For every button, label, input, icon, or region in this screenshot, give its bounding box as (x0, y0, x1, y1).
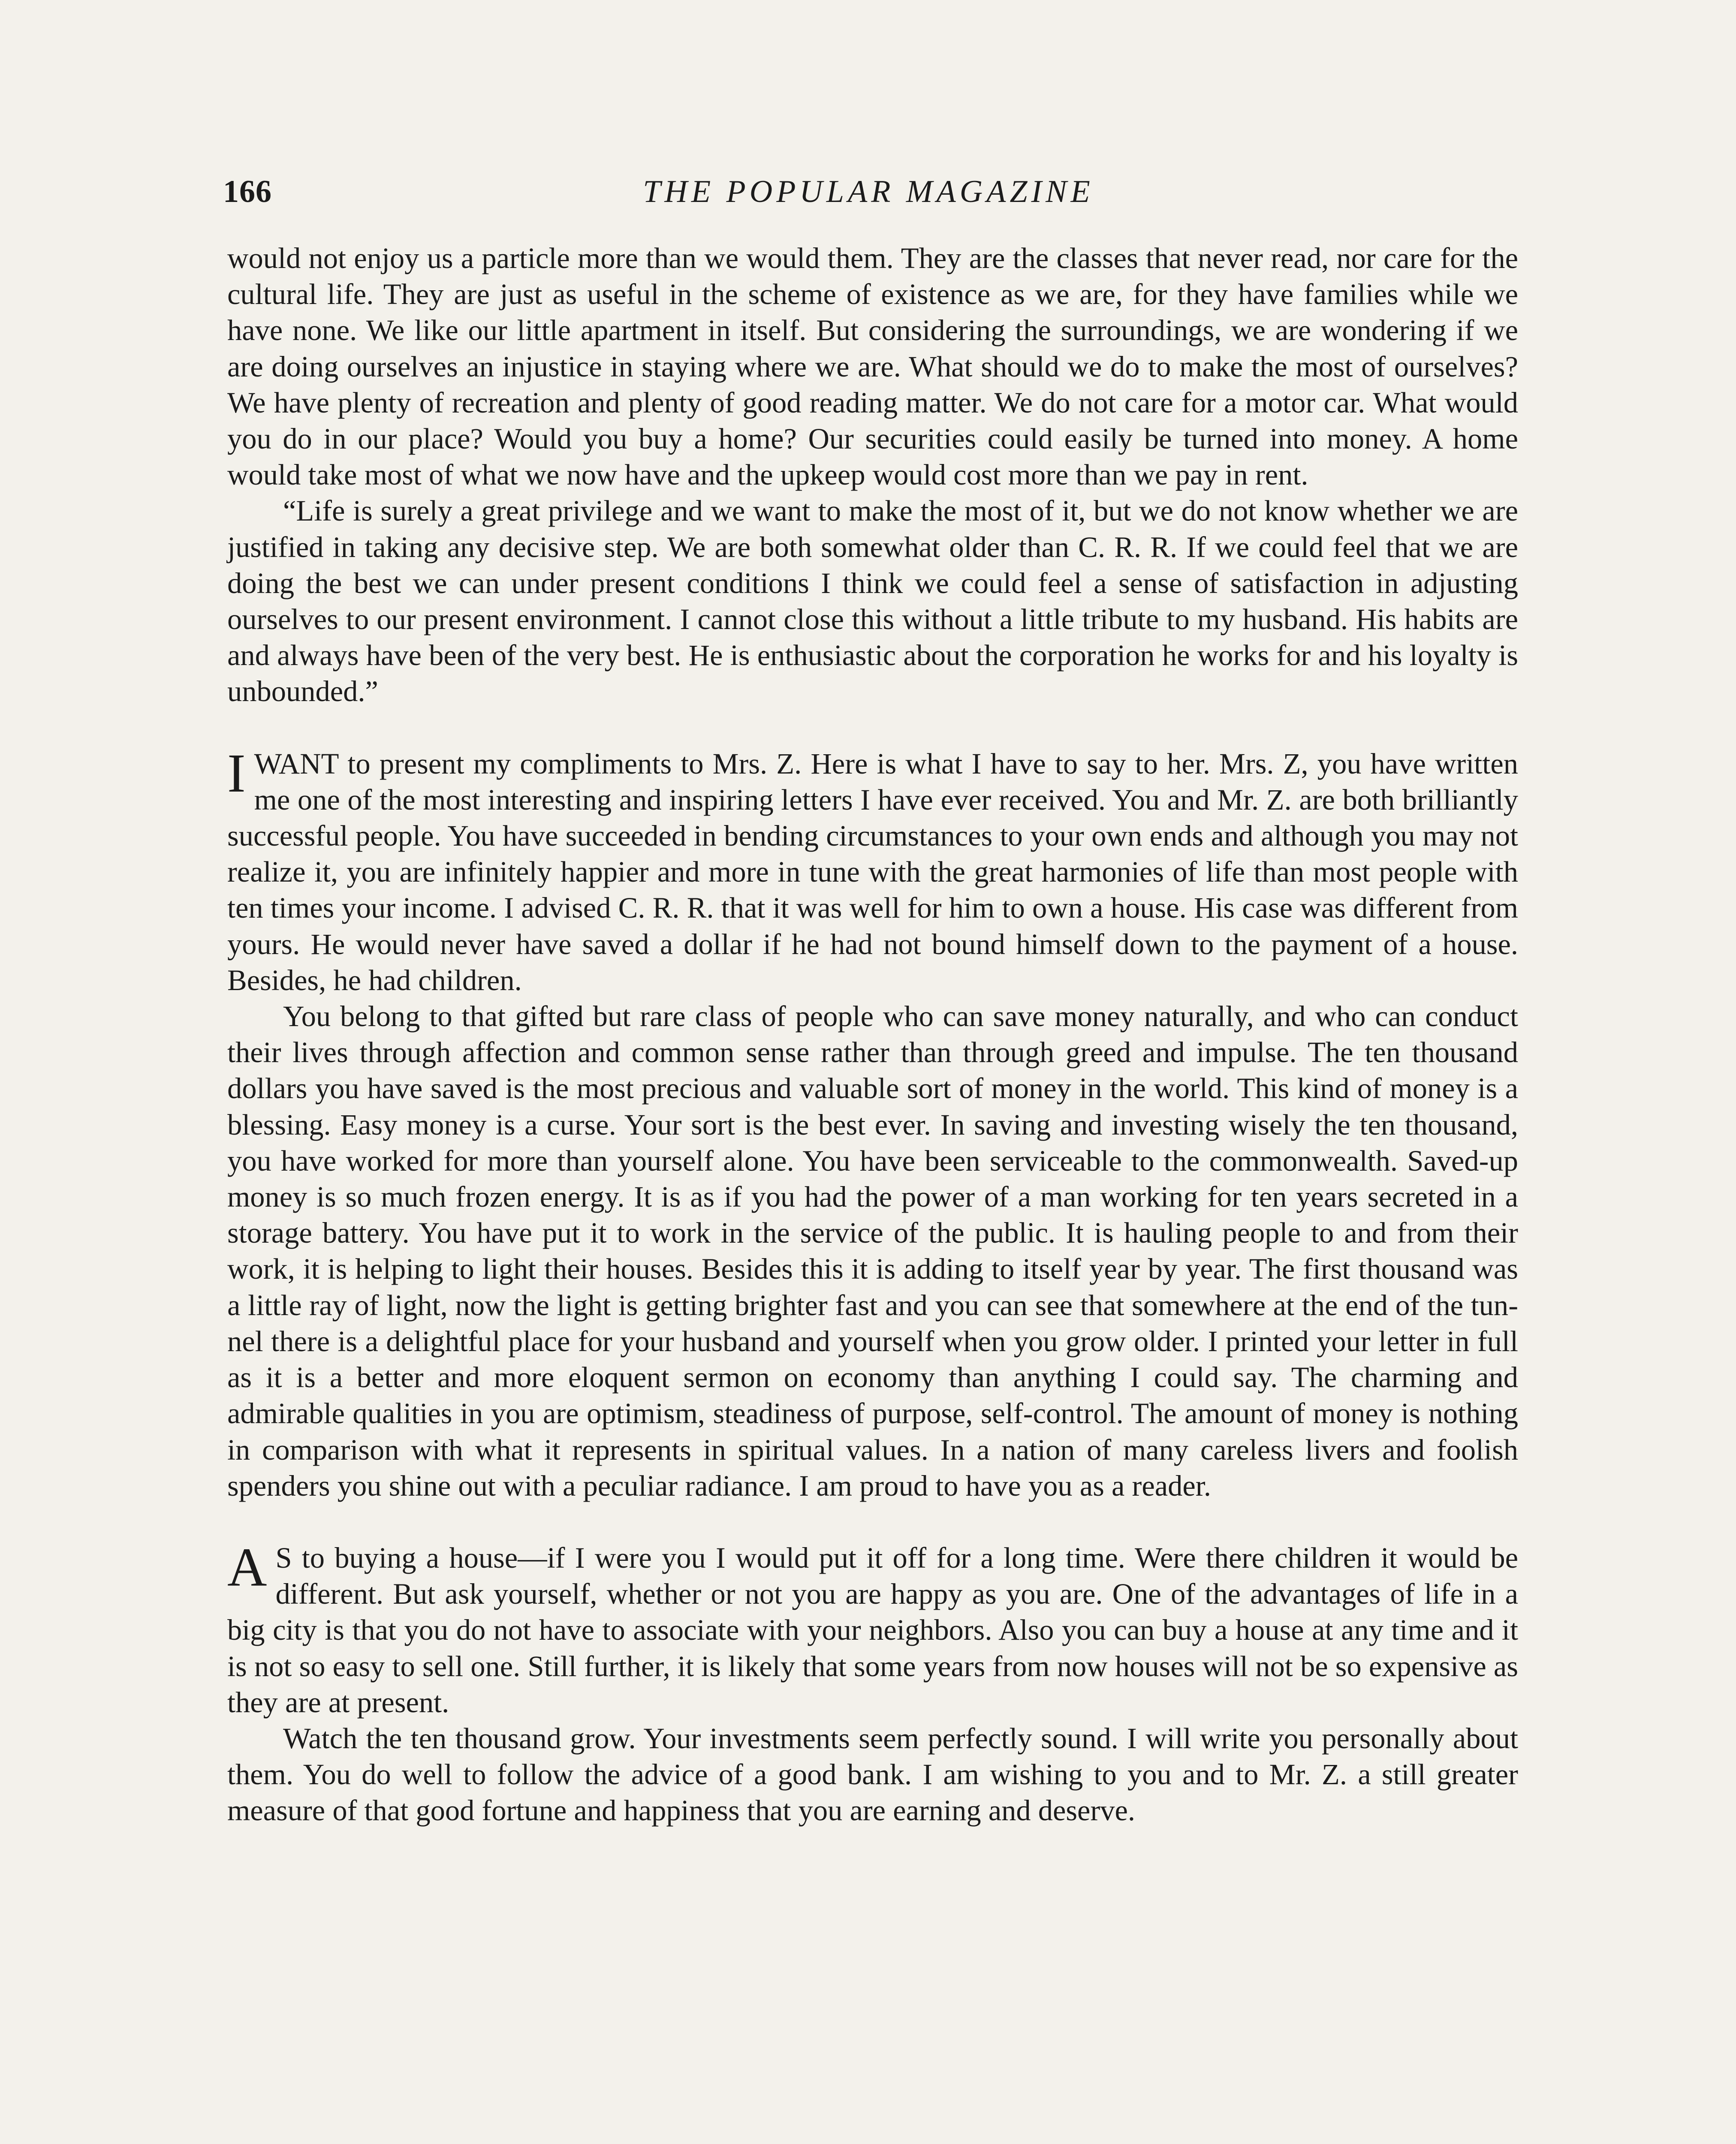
page-header (223, 168, 1514, 215)
paragraph: You belong to that gifted but rare class of people who can save money naturally, and who can conduct their lives through affection and common sense rather than through greed and impulse. The ten thousand dollars you have saved is the most precious and valuable sort of money in the world. This kind of money is a blessing. Easy money is a curse. Your sort is the best ever. In saving and investing wisely the ten thousand, you have worked for more than yourself alone. You have been serviceable to the commonwealth. Saved-up money is so much frozen energy. It is as if you had the power of a man working for ten years secreted in a storage battery. You have put it to work in the service of the public. It is hauling people to and from their work, it is helping to light their houses. Besides this it is adding to itself year by year. The first thousand was a little ray of light, now the light is getting brighter fast and you can see that somewhere at the end of the tunnel there is a delightful place for your husband and yourself when you grow older. I printed your letter in full as it is a better and more eloquent sermon on economy than anything I could say. The charming and admirable qualities in you are optimism, steadiness of purpose, self-control. The amount of money is nothing in comparison with what it represents in spiritual values. In a nation of many careless livers and foolish spenders you shine out with a peculiar radiance. I am proud to have you as a reader. (227, 1000, 1518, 1502)
paragraph-text: WANT to present my compliments to Mrs. Z. Here is what I have to say to her. Mrs. Z, you have written me one of the most interesting and inspiring letters I have ever received. You and Mr. Z. are both brilliantly successful people. You have succeeded in bending circumstances to your own ends and although you may not realize it, you are infinitely happier and more in tune with the great harmonies of life than most people with ten times your income. I advised C. R. R. that it was well for him to own a house. His case was different from yours. He would never have saved a dollar if he had not bound himself down to the payment of a house. Besides, he had children. (227, 747, 1518, 997)
paragraph: would not enjoy us a particle more than we would them. They are the classes that never read, nor care for the cultural life. They are just as useful in the scheme of existence as we are, for they have families while we have none. We like our little apartment in itself. But considering the surroundings, we are wondering if we are doing ourselves an injustice in staying where we are. What should we do to make the most of ourselves? We have plenty of recreation and plenty of good reading matter. We do not care for a motor car. What would you do in our place? Would you buy a home? Our securities could easily be turned into money. A home would take most of what we now have and the upkeep would cost more than we pay in rent. (227, 242, 1518, 491)
drop-cap: I (227, 742, 246, 804)
paragraph (227, 742, 1518, 998)
article-body (227, 240, 1518, 1829)
drop-cap: A (227, 1536, 267, 1598)
paragraph: Watch the ten thousand grow. Your investments seem perfectly sound. I will write you personally about them. You do well to follow the advice of a good bank. I am wishing to you and to Mr. Z. a still greater measure of that good fortune and happiness that you are earning and deserve. (227, 1722, 1518, 1827)
paragraph (227, 1536, 1518, 1720)
page-number: 166 (223, 174, 272, 209)
paragraph-text: S to buying a house—if I were you I would put it off for a long time. Were there children it would be different. But ask yourself, whether or not you are happy as you are. One of the advantages of life in a big city is that you do not have to associate with your neighbors. Also you can buy a house at any time and it is not so easy to sell one. Still further, it is likely that some years from now houses will not be so expensive as they are at present. (227, 1541, 1518, 1719)
paragraph: “Life is surely a great privilege and we want to make the most of it, but we do not know whether we are justified in taking any decisive step. We are both somewhat older than C. R. R. If we could feel that we are doing the best we can under present conditions I think we could feel a sense of satisfaction in adjusting ourselves to our present environment. I cannot close this without a little tribute to my husband. His habits are and always have been of the very best. He is enthusiastic about the corporation he works for and his loyalty is unbounded.” (227, 494, 1518, 708)
running-head: THE POPULAR MAGAZINE (643, 174, 1094, 209)
